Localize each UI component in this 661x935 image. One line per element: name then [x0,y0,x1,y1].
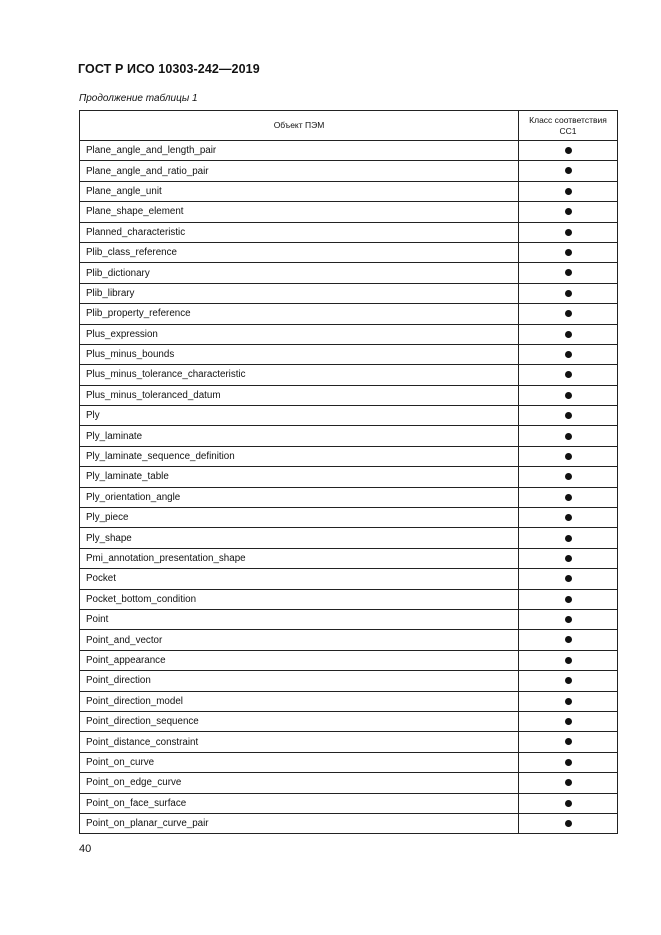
conformance-cell [519,324,618,344]
table-header-row [80,111,618,141]
conformance-cell [519,508,618,528]
conformance-cell [519,548,618,568]
conformance-cell [519,793,618,813]
filled-dot-icon [565,738,572,745]
object-name-cell: Planned_characteristic [80,222,519,242]
filled-dot-icon [565,310,572,317]
conformance-cell [519,732,618,752]
object-name-cell: Plane_angle_and_length_pair [80,141,519,161]
filled-dot-icon [565,779,572,786]
object-name-cell: Plus_minus_tolerance_characteristic [80,365,519,385]
page-number: 40 [79,843,92,855]
filled-dot-icon [565,636,572,643]
conformance-table [79,110,618,834]
table-row [80,528,618,548]
object-name-cell: Point_and_vector [80,630,519,650]
object-name-cell: Point_on_curve [80,752,519,772]
conformance-cell [519,385,618,405]
table-row [80,813,618,833]
table-row [80,365,618,385]
conformance-cell [519,773,618,793]
column-header-class-text: Класс соответствия CC1 [529,114,607,136]
table-row [80,609,618,629]
object-name-cell: Point_on_planar_curve_pair [80,813,519,833]
table-row [80,344,618,364]
filled-dot-icon [565,167,572,174]
filled-dot-icon [565,616,572,623]
object-name-cell: Ply_orientation_angle [80,487,519,507]
object-name-cell: Point [80,609,519,629]
object-name-cell: Point_direction_sequence [80,711,519,731]
filled-dot-icon [565,677,572,684]
table-row [80,691,618,711]
object-name-cell: Plib_library [80,283,519,303]
conformance-cell [519,671,618,691]
table-row [80,263,618,283]
table-row [80,304,618,324]
table-row [80,446,618,466]
object-name-cell: Plib_class_reference [80,242,519,262]
filled-dot-icon [565,596,572,603]
conformance-cell [519,304,618,324]
table-row [80,426,618,446]
object-name-cell: Pocket_bottom_condition [80,589,519,609]
filled-dot-icon [565,535,572,542]
object-name-cell: Ply_laminate [80,426,519,446]
table-row [80,202,618,222]
filled-dot-icon [565,657,572,664]
table-row [80,242,618,262]
filled-dot-icon [565,698,572,705]
filled-dot-icon [565,433,572,440]
conformance-cell [519,426,618,446]
table-row [80,141,618,161]
filled-dot-icon [565,575,572,582]
conformance-cell [519,711,618,731]
conformance-cell [519,467,618,487]
conformance-cell [519,141,618,161]
filled-dot-icon [565,759,572,766]
table-row [80,711,618,731]
object-name-cell: Plane_angle_unit [80,181,519,201]
object-name-cell: Point_direction [80,671,519,691]
table-row [80,732,618,752]
table-row [80,671,618,691]
object-name-cell: Ply_shape [80,528,519,548]
conformance-cell [519,161,618,181]
object-name-cell: Plus_minus_toleranced_datum [80,385,519,405]
table-row [80,508,618,528]
table-row [80,793,618,813]
table-row [80,630,618,650]
conformance-cell [519,242,618,262]
conformance-cell [519,691,618,711]
table-row [80,773,618,793]
filled-dot-icon [565,290,572,297]
table-row [80,548,618,568]
table-row [80,650,618,670]
table-row [80,161,618,181]
conformance-cell [519,813,618,833]
filled-dot-icon [565,331,572,338]
table-row [80,406,618,426]
filled-dot-icon [565,188,572,195]
conformance-cell [519,528,618,548]
object-name-cell: Plib_dictionary [80,263,519,283]
table-row [80,283,618,303]
filled-dot-icon [565,494,572,501]
conformance-cell [519,446,618,466]
conformance-cell [519,609,618,629]
filled-dot-icon [565,392,572,399]
conformance-cell [519,650,618,670]
conformance-cell [519,406,618,426]
object-name-cell: Point_on_edge_curve [80,773,519,793]
filled-dot-icon [565,351,572,358]
filled-dot-icon [565,555,572,562]
conformance-cell [519,263,618,283]
object-name-cell: Ply [80,406,519,426]
object-name-cell: Plus_minus_bounds [80,344,519,364]
object-name-cell: Point_distance_constraint [80,732,519,752]
table-row [80,467,618,487]
object-name-cell: Point_appearance [80,650,519,670]
conformance-cell [519,283,618,303]
filled-dot-icon [565,147,572,154]
column-header-class [519,111,618,141]
conformance-cell [519,181,618,201]
object-name-cell: Point_on_face_surface [80,793,519,813]
filled-dot-icon [565,800,572,807]
object-name-cell: Ply_laminate_table [80,467,519,487]
conformance-cell [519,589,618,609]
table-row [80,487,618,507]
conformance-cell [519,344,618,364]
filled-dot-icon [565,269,572,276]
table-row [80,569,618,589]
filled-dot-icon [565,371,572,378]
conformance-cell [519,365,618,385]
filled-dot-icon [565,412,572,419]
object-name-cell: Pmi_annotation_presentation_shape [80,548,519,568]
conformance-cell [519,630,618,650]
table-row [80,181,618,201]
table-row [80,222,618,242]
filled-dot-icon [565,820,572,827]
filled-dot-icon [565,208,572,215]
filled-dot-icon [565,249,572,256]
conformance-cell [519,487,618,507]
conformance-cell [519,202,618,222]
filled-dot-icon [565,718,572,725]
table-body [80,141,618,834]
table-row [80,752,618,772]
column-header-object: Объект ПЭМ [80,111,519,141]
table-row [80,385,618,405]
object-name-cell: Plus_expression [80,324,519,344]
object-name-cell: Point_direction_model [80,691,519,711]
conformance-cell [519,569,618,589]
conformance-cell [519,752,618,772]
filled-dot-icon [565,514,572,521]
table-row [80,589,618,609]
filled-dot-icon [565,473,572,480]
object-name-cell: Plib_property_reference [80,304,519,324]
object-name-cell: Pocket [80,569,519,589]
object-name-cell: Ply_piece [80,508,519,528]
object-name-cell: Plane_shape_element [80,202,519,222]
object-name-cell: Ply_laminate_sequence_definition [80,446,519,466]
table-row [80,324,618,344]
object-name-cell: Plane_angle_and_ratio_pair [80,161,519,181]
filled-dot-icon [565,229,572,236]
document-header: ГОСТ Р ИСО 10303-242—2019 [78,62,260,76]
table-caption: Продолжение таблицы 1 [79,93,198,104]
conformance-cell [519,222,618,242]
filled-dot-icon [565,453,572,460]
